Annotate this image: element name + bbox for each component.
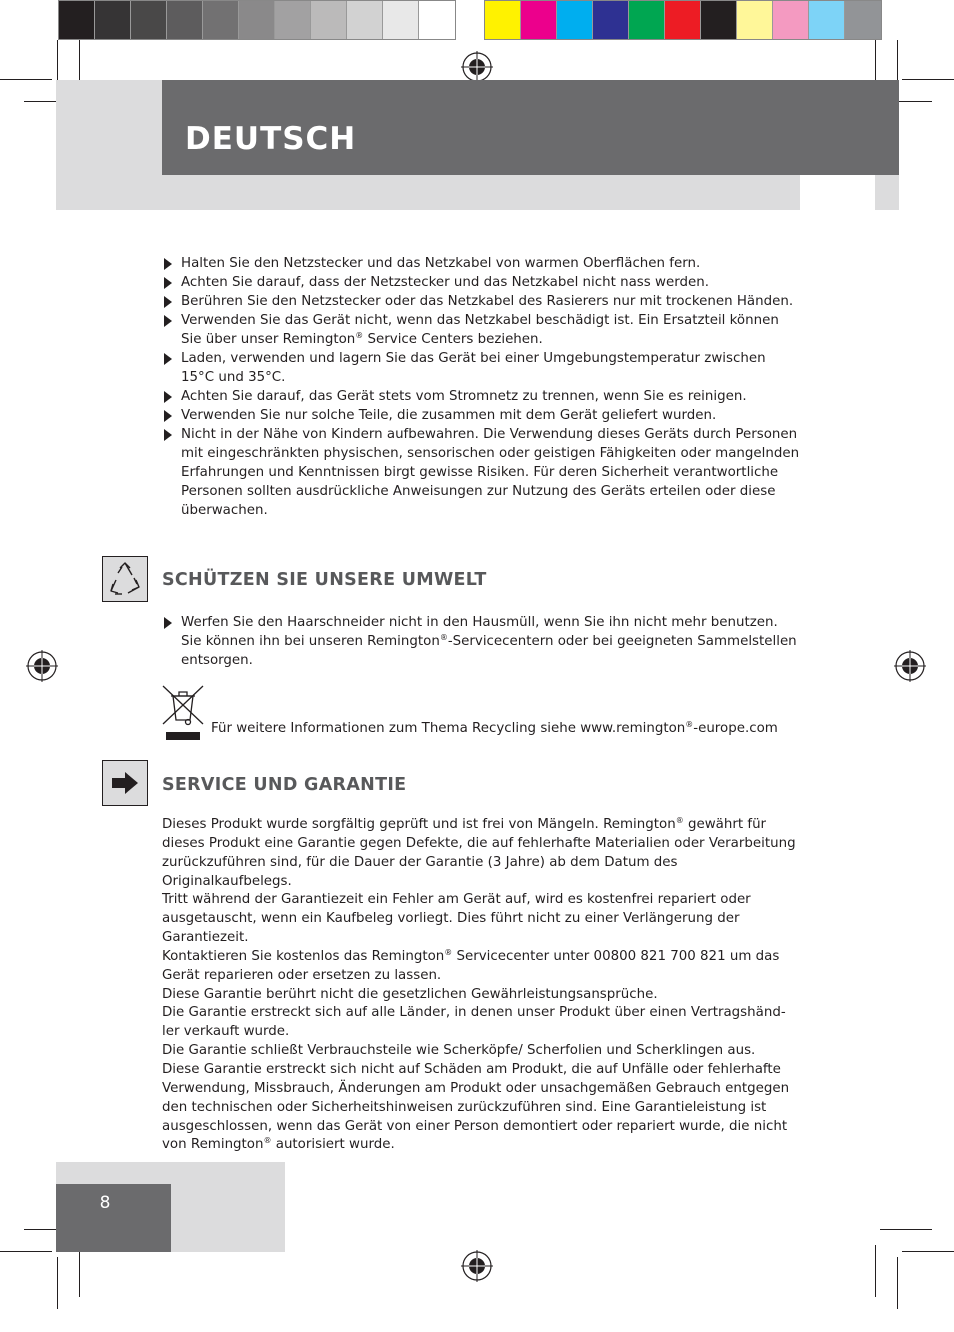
calibration-swatch [239,1,275,39]
calibration-swatch [59,1,95,39]
arrow-right-icon [110,770,140,796]
calibration-swatch [275,1,311,39]
calibration-swatch [167,1,203,39]
list-item: Werfen Sie den Haarschneider nicht in den Hausmüll, wenn Sie ihn nicht mehr benutzen. Sie können ihn bei unseren Remington®-Servicecentern oder bei geeigneten Sammelstellen entsorgen. [162,613,802,670]
warranty-paragraph: Dieses Produkt wurde sorgfältig geprüft und ist frei von Mängeln. Remington® gewährt für dieses Produkt eine Garantie gegen Defekte, die auf fehlerhafte Materialien oder Verarbeitung zurückzuführen sind, für die Dauer der Garantie (3 Jahre) ab dem Datum des Originalkaufbelegs. [162,816,796,889]
warranty-paragraph: Die Garantie schließt Verbrauchsteile wie Scherköpfe/ Scherfolien und Scherklingen aus. [162,1043,756,1059]
calibration-swatch [521,1,557,39]
warranty-paragraph: Tritt während der Garantiezeit ein Fehler am Gerät auf, wird es kostenfrei repariert oder ausgetauscht, wenn ein Kaufbeleg vorliegt. Dies führt nicht zu einer Verlängerung der Garantiezeit. [162,892,751,946]
list-item: Achten Sie darauf, dass der Netzstecker und das Netzkabel nicht nass werden. [162,273,802,292]
list-item: Halten Sie den Netzstecker und das Netzkabel von warmen Oberflächen fern. [162,254,802,273]
warranty-paragraph: Kontaktieren Sie kostenlos das Remington® Servicecenter unter 00800 821 700 821 um das Gerät reparieren oder ersetzen zu lassen. [162,947,780,983]
calibration-swatch [773,1,809,39]
calibration-swatch [665,1,701,39]
safety-list [162,254,802,520]
color-calibration-bar [484,0,882,40]
crop-mark [902,79,954,80]
warranty-paragraph: Diese Garantie berührt nicht die gesetzlichen Gewährleistungsansprüche. [162,986,658,1002]
calibration-swatch [131,1,167,39]
recycle-icon [106,560,144,598]
calibration-swatch [203,1,239,39]
calibration-swatch [419,1,455,39]
list-item: Berühren Sie den Netzstecker oder das Netzkabel des Rasierers nur mit trockenen Händen. [162,292,802,311]
list-item: Verwenden Sie nur solche Teile, die zusammen mit dem Gerät geliefert wurden. [162,406,802,425]
crop-mark [57,1257,58,1309]
crop-mark [897,1257,898,1309]
warranty-paragraph: Diese Garantie erstreckt sich nicht auf Schäden am Produkt, die auf Unfälle oder fehlerhafte Verwendung, Missbrauch, Änderungen am Produkt oder unsachgemäßen Gebrauch entgegen den technischen oder Sicherheitshinweisen zurückzuführen sind. Eine Garantieleistung ist ausgeschlossen, wenn das Gerät von einer Person demontiert oder repariert wurde, die nicht von Remington® autorisiert wurde. [162,1061,790,1153]
list-item: Achten Sie darauf, das Gerät stets vom Stromnetz zu trennen, wenn Sie es reinigen. [162,387,802,406]
registration-mark-icon [894,650,926,682]
calibration-swatch [485,1,521,39]
registration-mark-icon [461,51,493,83]
warranty-text [162,816,802,1155]
calibration-swatch [629,1,665,39]
calibration-swatch [347,1,383,39]
crossed-out-bin-icon [160,684,206,742]
grayscale-calibration-bar [58,0,456,40]
calibration-swatch [845,1,881,39]
crop-mark [902,1251,954,1252]
header-gap [800,175,875,210]
calibration-swatch [383,1,419,39]
recycle-icon-box [102,556,148,602]
registration-mark-icon [26,650,58,682]
calibration-swatch [593,1,629,39]
environment-list [162,613,802,670]
service-icon-box [102,760,148,806]
crop-mark [875,1245,876,1297]
page-number: 8 [99,1193,111,1213]
crop-mark [0,1251,52,1252]
warranty-paragraph: Die Garantie erstreckt sich auf alle Länder, in denen unser Produkt über einen Vertragshänd-ler verkauft wurde. [162,1005,786,1040]
calibration-swatch [809,1,845,39]
calibration-swatch [95,1,131,39]
list-item: Laden, verwenden und lagern Sie das Gerät bei einer Umgebungstemperatur zwischen 15°C und 35°C. [162,349,802,387]
crop-mark [880,1229,932,1230]
crop-mark [0,79,52,80]
section-heading-warranty: SERVICE UND GARANTIE [162,775,407,795]
recycling-note: Für weitere Informationen zum Thema Recycling siehe www.remington®-europe.com [211,720,778,736]
calibration-swatch [311,1,347,39]
section-heading-environment: SCHÜTZEN SIE UNSERE UMWELT [162,570,487,590]
page-title: DEUTSCH [185,121,357,157]
registration-mark-icon [461,1250,493,1282]
list-item: Verwenden Sie das Gerät nicht, wenn das Netzkabel beschädigt ist. Ein Ersatzteil können Sie über unser Remington® Service Centers beziehen. [162,311,802,349]
calibration-swatch [701,1,737,39]
calibration-swatch [557,1,593,39]
calibration-swatch [737,1,773,39]
list-item: Nicht in der Nähe von Kindern aufbewahren. Die Verwendung dieses Geräts durch Personen mit eingeschränkten physischen, sensorischen oder geistigen Fähigkeiten oder mangelnden Erfahrungen und Kenntnissen birgt gewisse Risiken. Für deren Sicherheit verantwortliche Personen sollten ausdrückliche Anweisungen zur Nutzung des Geräts erteilen oder diese überwachen. [162,425,802,520]
crop-mark [79,1245,80,1297]
